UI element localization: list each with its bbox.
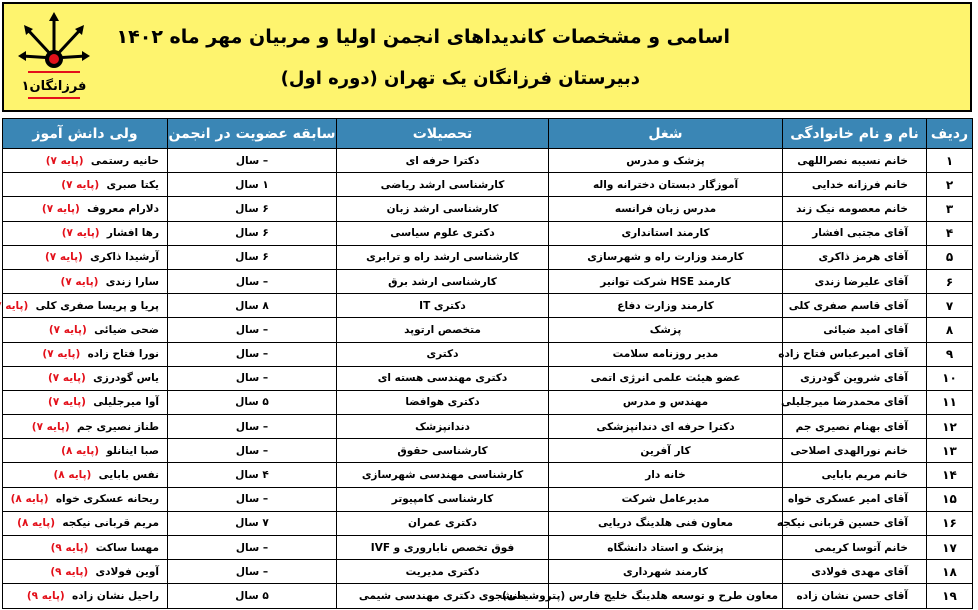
job-cell: مدیر روزنامه سلامت	[549, 342, 783, 366]
student-guardian-cell	[3, 342, 168, 366]
student-name: یاس گودرزی	[93, 372, 159, 385]
student-name: رها افشار	[106, 227, 159, 240]
student-guardian-cell	[3, 269, 168, 293]
table-row	[3, 269, 973, 293]
candidate-name-cell: آقای هرمز ذاکری	[783, 245, 927, 269]
candidate-name-cell: خانم نسیبه نصراللهی	[783, 149, 927, 173]
job-cell: عضو هیئت علمی انرژی اتمی	[549, 366, 783, 390]
membership-history-cell: ۵ سال	[168, 584, 337, 608]
job-cell: آموزگار دبستان دخترانه واله	[549, 173, 783, 197]
table-row	[3, 560, 973, 584]
grade-label: (پایه ۷)	[61, 178, 100, 191]
job-cell: کارمند وزارت راه و شهرسازی	[549, 245, 783, 269]
student-name: مریم قربانی نیکجه	[62, 517, 159, 530]
grade-label: (پایه ۸)	[61, 444, 100, 457]
membership-history-cell: ۱ سال	[168, 173, 337, 197]
job-cell: پزشک	[549, 318, 783, 342]
row-number-cell: ۳	[927, 197, 973, 221]
student-guardian-cell	[3, 511, 168, 535]
grade-label: (پایه	[5, 299, 29, 312]
student-guardian-cell	[3, 390, 168, 414]
student-guardian-cell	[3, 318, 168, 342]
table-row	[3, 463, 973, 487]
row-number-cell: ۸	[927, 318, 973, 342]
student-name: آوا میرجلیلی	[93, 396, 159, 409]
page-subtitle: دبیرستان فرزانگان یک تهران (دوره اول)	[280, 68, 640, 89]
table-row	[3, 149, 973, 173]
column-header-row-number: ردیف	[927, 119, 973, 149]
membership-history-cell: – سال	[168, 318, 337, 342]
student-guardian-cell	[3, 366, 168, 390]
education-cell: کارشناسی ارشد راه و ترابری	[337, 245, 549, 269]
job-cell: دکترا حرفه ای دندانپزشکی	[549, 415, 783, 439]
student-guardian-cell	[3, 197, 168, 221]
education-cell: دکتری مهندسی هسته ای	[337, 366, 549, 390]
candidate-name-cell: خانم فرزانه خدایی	[783, 173, 927, 197]
membership-history-cell: – سال	[168, 560, 337, 584]
membership-history-cell: – سال	[168, 487, 337, 511]
row-number-cell: ۱۵	[927, 487, 973, 511]
student-name: ضحی ضیائی	[94, 323, 159, 336]
row-number-cell: ۴	[927, 221, 973, 245]
table-row	[3, 584, 973, 608]
row-number-cell: ۱۶	[927, 511, 973, 535]
row-number-cell: ۱۲	[927, 415, 973, 439]
row-number-cell: ۱۴	[927, 463, 973, 487]
candidate-name-cell: خانم معصومه نیک زند	[783, 197, 927, 221]
column-header-membership-history: سابقه عضویت در انجمن	[168, 119, 337, 149]
candidate-name-cell: خانم آتوسا کریمی	[783, 536, 927, 560]
candidate-name-cell: خانم نورالهدی اصلاحی	[783, 439, 927, 463]
membership-history-cell: ۵ سال	[168, 390, 337, 414]
student-name: پریا و پریسا صفری کلی	[35, 299, 159, 312]
student-guardian-cell	[3, 221, 168, 245]
student-name: مهسا ساکت	[95, 541, 159, 554]
education-cell: دندانپزشک	[337, 415, 549, 439]
education-cell: فوق تخصص ناباروری و IVF	[337, 536, 549, 560]
grade-label: (پایه ۷)	[41, 202, 80, 215]
table-row	[3, 536, 973, 560]
grade-label: (پایه ۹)	[50, 541, 89, 554]
document-sheet	[2, 2, 976, 608]
student-name: نورا فتاح زاده	[87, 348, 159, 361]
column-header-name: نام و نام خانوادگی	[783, 119, 927, 149]
membership-history-cell: – سال	[168, 269, 337, 293]
candidate-name-cell: آقای مجتبی افشار	[783, 221, 927, 245]
row-number-cell: ۱	[927, 149, 973, 173]
candidate-name-cell: آقای محمدرضا میرجلیلی	[783, 390, 927, 414]
grade-label: (پایه ۹)	[26, 589, 65, 602]
education-cell: کارشناسی کامپیوتر	[337, 487, 549, 511]
student-name: راحیل نشان زاده	[72, 589, 159, 602]
education-cell: دکترا حرفه ای	[337, 149, 549, 173]
education-cell: دکتری IT	[337, 294, 549, 318]
grade-label: (پایه ۷)	[61, 227, 100, 240]
job-cell: معاون طرح و توسعه هلدینگ خلیج فارس (پتروشیمی)	[549, 584, 783, 608]
candidate-name-cell: آقای مهدی فولادی	[783, 560, 927, 584]
candidate-name-cell: آقای حسین قربانی نیکجه	[783, 511, 927, 535]
grade-label: (پایه ۷)	[45, 154, 84, 167]
student-guardian-cell	[3, 560, 168, 584]
education-cell: کارشناسی ارشد ریاضی	[337, 173, 549, 197]
grade-label: (پایه ۷)	[48, 323, 87, 336]
job-cell: پزشک و مدرس	[549, 149, 783, 173]
candidate-name-cell: خانم مریم بابایی	[783, 463, 927, 487]
candidate-name-cell: آقای بهنام نصیری جم	[783, 415, 927, 439]
candidate-name-cell: آقای قاسم صفری کلی	[783, 294, 927, 318]
student-name: حانیه رستمی	[90, 154, 159, 167]
row-number-cell: ۱۱	[927, 390, 973, 414]
student-guardian-cell	[3, 415, 168, 439]
grade-label: (پایه ۷)	[31, 420, 70, 433]
membership-history-cell: – سال	[168, 342, 337, 366]
student-name: یکتا صبری	[106, 178, 159, 191]
row-number-cell: ۵	[927, 245, 973, 269]
membership-history-cell: – سال	[168, 149, 337, 173]
candidates-table	[2, 118, 973, 609]
row-number-cell: ۶	[927, 269, 973, 293]
student-guardian-cell	[3, 463, 168, 487]
table-row	[3, 342, 973, 366]
row-number-cell: ۲	[927, 173, 973, 197]
education-cell: دکتری مدیریت	[337, 560, 549, 584]
job-cell: مدیرعامل شرکت	[549, 487, 783, 511]
table-row	[3, 487, 973, 511]
student-guardian-cell	[3, 584, 168, 608]
row-number-cell: ۱۸	[927, 560, 973, 584]
education-cell: کارشناسی ارشد زبان	[337, 197, 549, 221]
page-title: اسامی و مشخصات کاندیداهای انجمن اولیا و مربیان مهر ماه ۱۴۰۲	[116, 26, 730, 48]
row-number-cell: ۱۰	[927, 366, 973, 390]
education-cell: دانشجوی دکتری مهندسی شیمی	[337, 584, 549, 608]
membership-history-cell: ۴ سال	[168, 463, 337, 487]
student-name: آرشیدا ذاکری	[90, 251, 159, 264]
membership-history-cell: ۶ سال	[168, 221, 337, 245]
job-cell: مهندس و مدرس	[549, 390, 783, 414]
column-header-job: شغل	[549, 119, 783, 149]
row-number-cell: ۷	[927, 294, 973, 318]
column-header-row	[3, 119, 973, 149]
student-guardian-cell	[3, 294, 168, 318]
membership-history-cell: ۸ سال	[168, 294, 337, 318]
student-name: نفس بابایی	[98, 469, 159, 482]
job-cell: مدرس زبان فرانسه	[549, 197, 783, 221]
membership-history-cell: ۶ سال	[168, 245, 337, 269]
membership-history-cell: – سال	[168, 415, 337, 439]
table-row	[3, 318, 973, 342]
job-cell: کارمند HSE شرکت توانیر	[549, 269, 783, 293]
education-cell: کارشناسی ارشد برق	[337, 269, 549, 293]
table-row	[3, 245, 973, 269]
candidate-name-cell: آقای حسن نشان زاده	[783, 584, 927, 608]
education-cell: کارشناسی مهندسی شهرسازی	[337, 463, 549, 487]
grade-label: (پایه ۷)	[42, 348, 81, 361]
table-row	[3, 511, 973, 535]
column-header-education: تحصیلات	[337, 119, 549, 149]
logo-text: فرزانگان۱	[21, 79, 87, 94]
student-name: صبا اینانلو	[106, 444, 159, 457]
row-number-cell: ۹	[927, 342, 973, 366]
job-cell: کارمند استانداری	[549, 221, 783, 245]
grade-label: (پایه ۷)	[47, 372, 86, 385]
candidate-name-cell: آقای امیرعباس فتاح زاده	[783, 342, 927, 366]
table-body	[3, 149, 973, 609]
table-row	[3, 366, 973, 390]
education-cell: دکتری علوم سیاسی	[337, 221, 549, 245]
student-name: آوین فولادی	[95, 565, 159, 578]
membership-history-cell: – سال	[168, 536, 337, 560]
membership-history-cell: ۷ سال	[168, 511, 337, 535]
membership-history-cell: – سال	[168, 439, 337, 463]
student-guardian-cell	[3, 173, 168, 197]
table-row	[3, 197, 973, 221]
student-name: سارا زندی	[105, 275, 159, 288]
job-cell: کارمند وزارت دفاع	[549, 294, 783, 318]
grade-label: (پایه ۸)	[17, 517, 56, 530]
document-header	[2, 2, 972, 112]
student-guardian-cell	[3, 487, 168, 511]
table-row	[3, 415, 973, 439]
student-guardian-cell	[3, 536, 168, 560]
table-row	[3, 294, 973, 318]
table-row	[3, 221, 973, 245]
grade-label: (پایه ۸)	[53, 469, 92, 482]
row-number-cell: ۱۳	[927, 439, 973, 463]
student-guardian-cell	[3, 245, 168, 269]
table-row	[3, 439, 973, 463]
student-name: طناز نصیری جم	[76, 420, 159, 433]
job-cell: معاون فنی هلدینگ دریایی	[549, 511, 783, 535]
candidate-name-cell: آقای امید ضیائی	[783, 318, 927, 342]
table-row	[3, 390, 973, 414]
education-cell: کارشناسی حقوق	[337, 439, 549, 463]
table-row	[3, 173, 973, 197]
job-cell: کارمند شهرداری	[549, 560, 783, 584]
candidate-name-cell: آقای شروین گودرزی	[783, 366, 927, 390]
job-cell: پزشک و استاد دانشگاه	[549, 536, 783, 560]
grade-label: (پایه ۷)	[60, 275, 99, 288]
arrows-emblem-icon	[18, 10, 90, 106]
row-number-cell: ۱۹	[927, 584, 973, 608]
job-cell: خانه دار	[549, 463, 783, 487]
grade-label: (پایه ۷)	[48, 396, 86, 409]
candidate-name-cell: آقای امیر عسکری خواه	[783, 487, 927, 511]
column-header-student-guardian: ولی دانش آموز	[3, 119, 168, 149]
membership-history-cell: ۶ سال	[168, 197, 337, 221]
job-cell: کار آفرین	[549, 439, 783, 463]
education-cell: دکتری	[337, 342, 549, 366]
student-guardian-cell	[3, 149, 168, 173]
student-name: دلارام معروف	[87, 202, 159, 215]
candidate-name-cell: آقای علیرضا زندی	[783, 269, 927, 293]
row-number-cell: ۱۷	[927, 536, 973, 560]
grade-label: (پایه ۸)	[10, 493, 49, 506]
membership-history-cell: – سال	[168, 366, 337, 390]
student-guardian-cell	[3, 439, 168, 463]
grade-label: (پایه ۹)	[50, 565, 89, 578]
student-name: ریحانه عسکری خواه	[55, 493, 159, 506]
grade-label: (پایه ۷)	[44, 251, 83, 264]
education-cell: دکتری هوافضا	[337, 390, 549, 414]
education-cell: متخصص ارتوپد	[337, 318, 549, 342]
education-cell: دکتری عمران	[337, 511, 549, 535]
